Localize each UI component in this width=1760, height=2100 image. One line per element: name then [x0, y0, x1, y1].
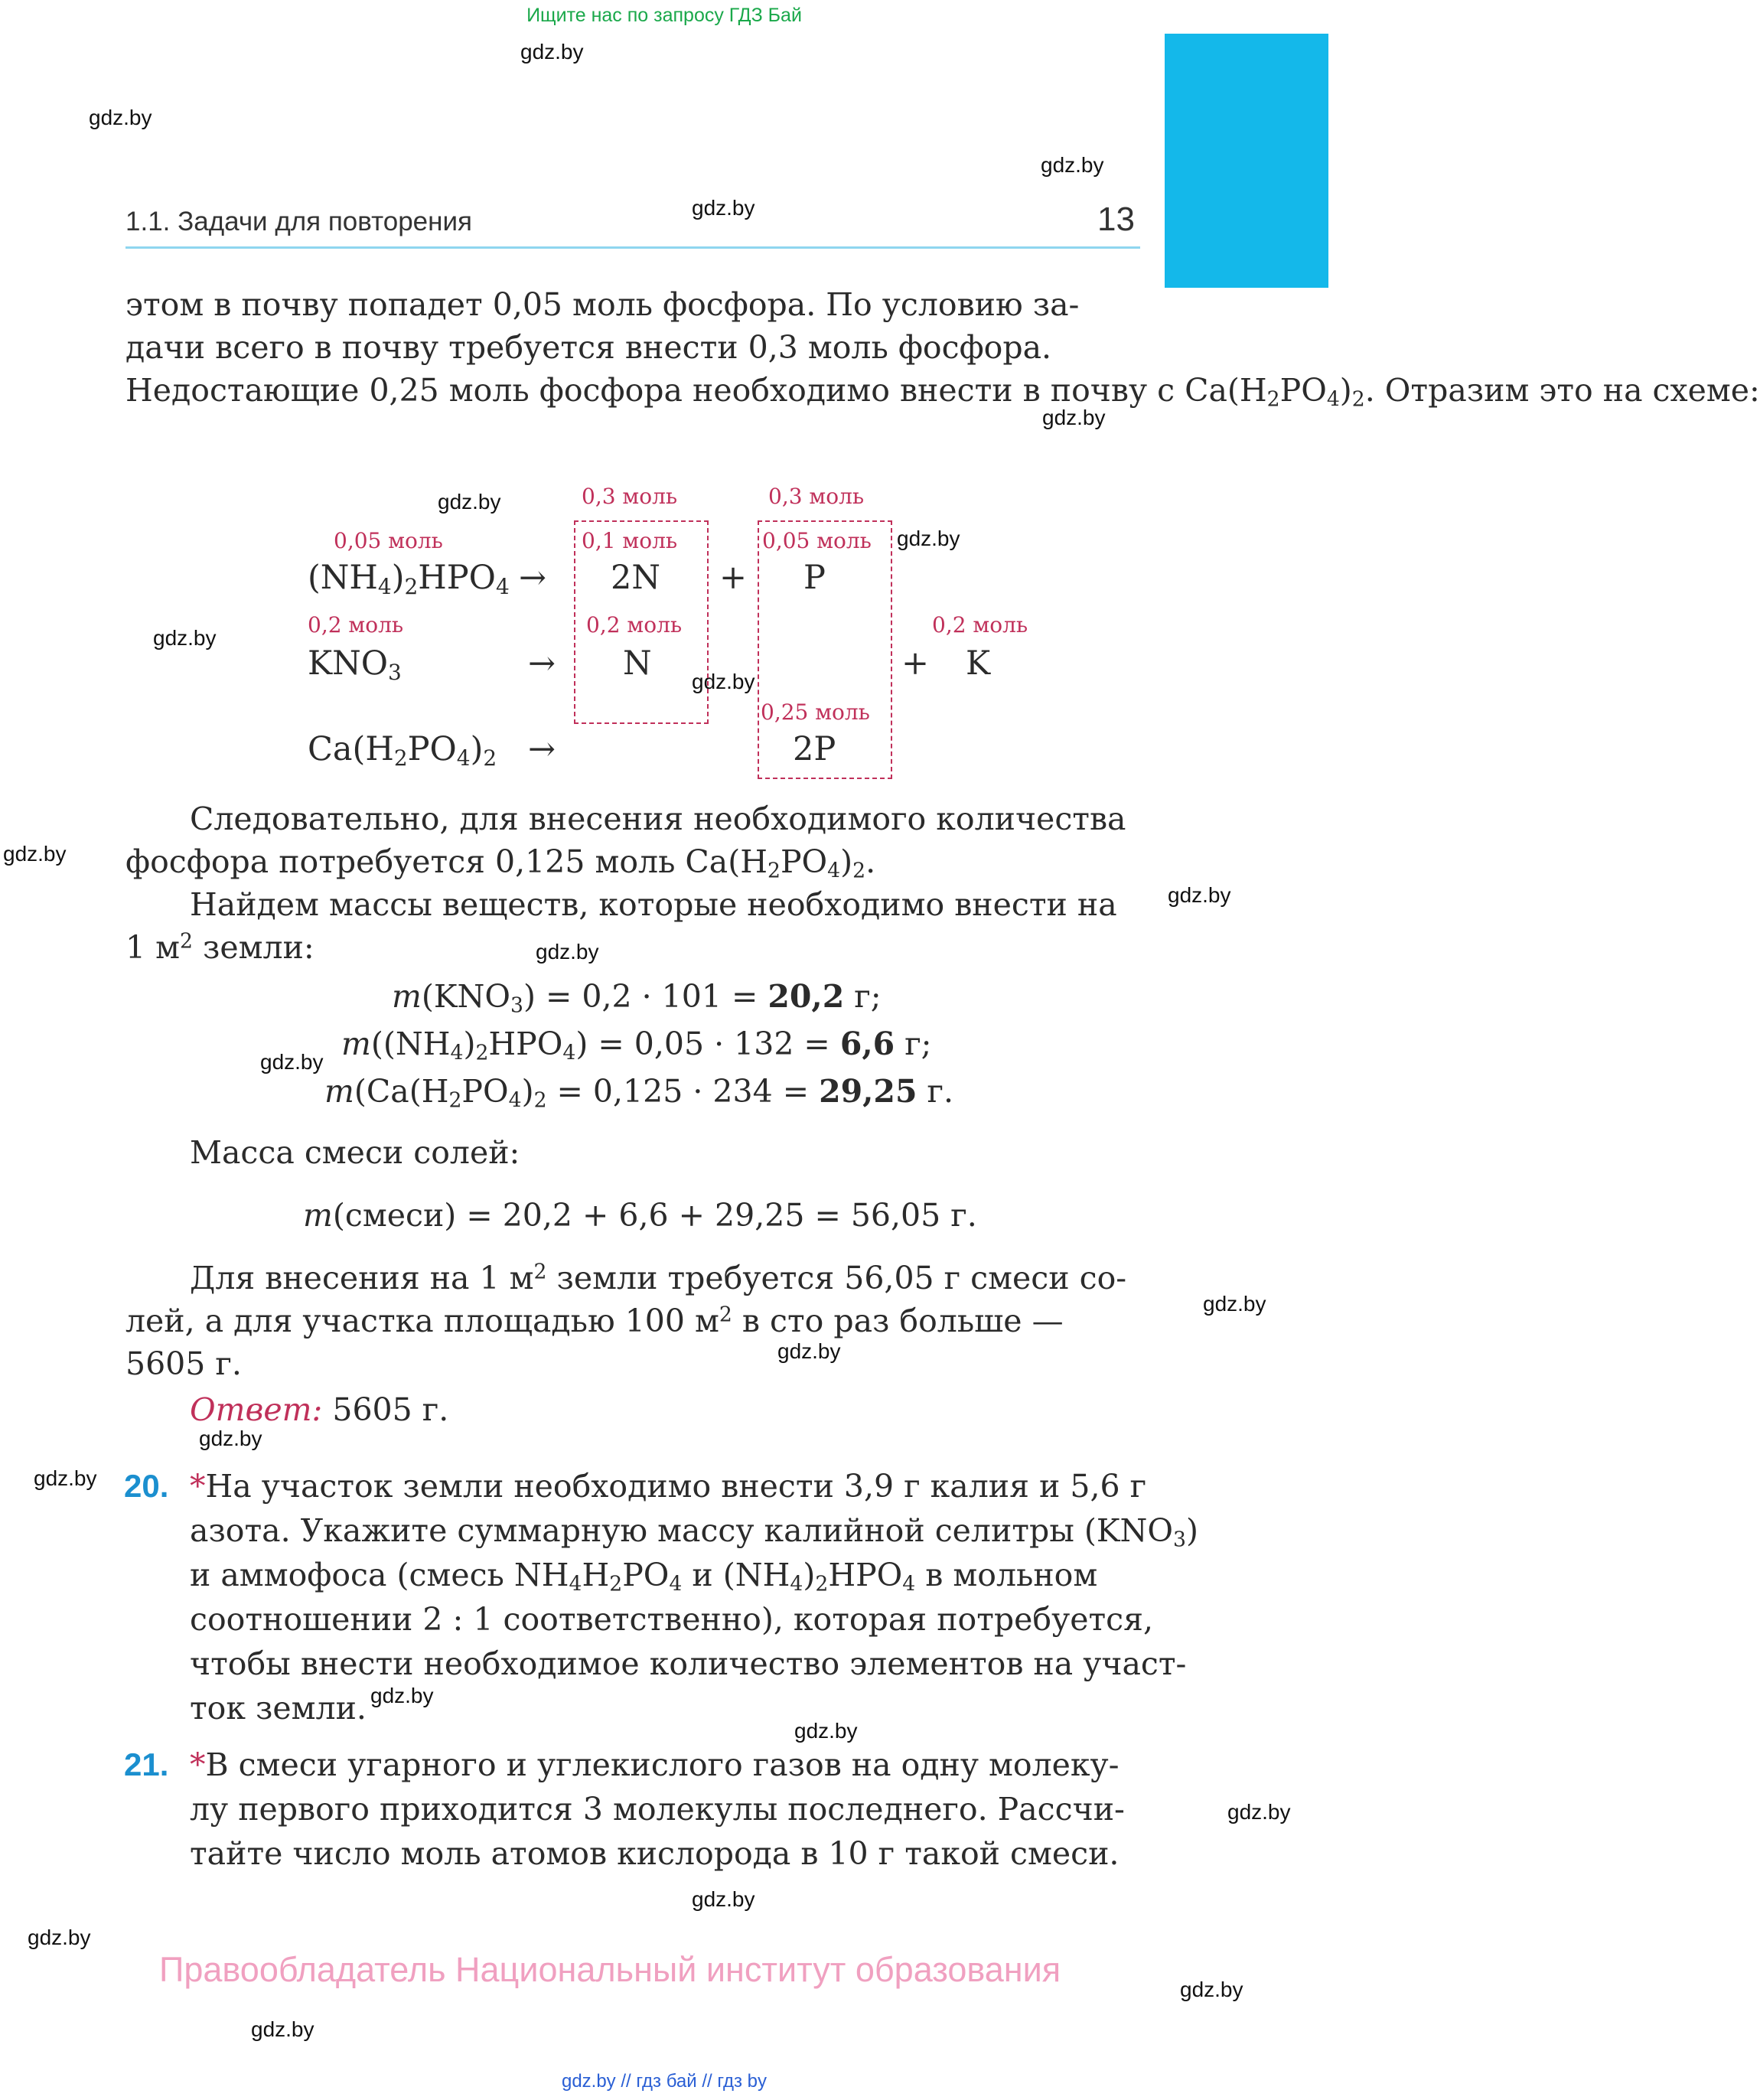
- equation: $m(KNO_3) = 0,2 \cdot 101 = 20,2$ г;: [392, 978, 882, 1018]
- scheme-product: 2N: [611, 559, 660, 597]
- paragraph-line: Недостающие 0,25 моль фосфора необходимо внести в почву с $Ca(H_2PO_4)_2$. Отразим это на схеме:: [125, 372, 1760, 412]
- watermark: gdz.by: [438, 490, 501, 514]
- answer-label: Ответ:: [190, 1391, 323, 1428]
- mol-label: 0,25 моль: [761, 699, 870, 725]
- task-line: *На участок земли необходимо внести 3,9 г калия и 5,6 г: [190, 1468, 1147, 1505]
- watermark: gdz.by: [777, 1339, 841, 1363]
- section-title: 1.1. Задачи для повторения: [125, 207, 472, 236]
- page-corner-tab: [1165, 34, 1328, 288]
- watermark: gdz.by: [370, 1684, 434, 1707]
- paragraph-line: этом в почву попадет 0,05 моль фосфора. По условию за-: [125, 286, 1080, 323]
- answer: [190, 1388, 448, 1432]
- answer-value: 5605 г.: [332, 1391, 449, 1428]
- task-number: 20.: [124, 1468, 169, 1504]
- scheme-reactant: $(NH_4)_2HPO_4$: [308, 559, 510, 599]
- paragraph-line: Масса смеси солей:: [190, 1134, 520, 1171]
- watermark: gdz.by: [1041, 153, 1104, 177]
- watermark: gdz.by: [199, 1427, 262, 1450]
- mol-label: 0,2 моль: [586, 612, 683, 638]
- paragraph-line: Следовательно, для внесения необходимого количества: [190, 801, 1126, 837]
- watermark: gdz.by: [1227, 1800, 1291, 1824]
- scheme-product: 2P: [793, 730, 836, 768]
- mol-label: 0,2 моль: [932, 612, 1028, 638]
- watermark: gdz.by: [520, 40, 584, 64]
- task-line: *В смеси угарного и углекислого газов на одну молеку-: [190, 1746, 1120, 1783]
- watermark: gdz.by: [692, 670, 755, 693]
- task-number: 21.: [124, 1746, 169, 1782]
- watermark: gdz.by: [692, 1887, 755, 1911]
- task-line: азота. Укажите суммарную массу калийной селитры $(KNO_3)$: [190, 1512, 1198, 1552]
- watermark: gdz.by: [251, 2017, 315, 2041]
- watermark: gdz.by: [1042, 406, 1106, 429]
- paragraph-line: 5605 г.: [125, 1345, 242, 1382]
- paragraph-line: Для внесения на 1 $м^2$ земли требуется 56,05 г смеси со-: [190, 1260, 1127, 1296]
- mol-label: 0,2 моль: [308, 612, 404, 638]
- footer-links[interactable]: gdz.by // гдз бай // гдз by: [561, 2071, 768, 2092]
- watermark: gdz.by: [692, 196, 755, 220]
- scheme-plus: +: [901, 644, 930, 683]
- equation: m(смеси) = 20,2 + 6,6 + 29,25 = 56,05 г.: [303, 1197, 977, 1234]
- watermark: gdz.by: [794, 1719, 858, 1743]
- watermark: gdz.by: [3, 842, 67, 866]
- watermark: gdz.by: [260, 1050, 324, 1074]
- paragraph-line: Найдем массы веществ, которые необходимо внести на: [190, 886, 1117, 923]
- paragraph-line: 1 $м^2$ земли:: [125, 929, 315, 966]
- task-line: ток земли.: [190, 1690, 367, 1727]
- paragraph-line: лей, а для участка площадью 100 $м^2$ в сто раз больше —: [125, 1303, 1064, 1339]
- mol-label: 0,05 моль: [762, 528, 872, 553]
- equation: $m((NH_4)_2HPO_4) = 0,05 \cdot 132 = 6,6$ г;: [341, 1026, 932, 1065]
- scheme-arrow: →: [519, 559, 547, 597]
- watermark: gdz.by: [89, 106, 152, 129]
- equation: $m(Ca(H_2PO_4)_2 = 0,125 \cdot 234 = 29,25$ г.: [324, 1073, 954, 1113]
- mol-label: 0,1 моль: [582, 528, 678, 553]
- page-number: 13: [1097, 201, 1135, 238]
- scheme-reactant: $KNO_3$: [308, 644, 402, 685]
- watermark: gdz.by: [1180, 1978, 1243, 2001]
- top-banner[interactable]: Ищите нас по запросу ГДЗ Бай: [526, 5, 802, 26]
- watermark: gdz.by: [897, 527, 960, 550]
- header-rule: [125, 246, 1140, 249]
- watermark: gdz.by: [536, 940, 599, 964]
- watermark: gdz.by: [28, 1926, 91, 1949]
- scheme-reactant: $Ca(H_2PO_4)_2$: [308, 730, 497, 771]
- task-line: и аммофоса (смесь $NH_4H_2PO_4$ и $(NH_4)_2HPO_4$ в мольном: [190, 1557, 1098, 1596]
- mol-label: 0,05 моль: [334, 528, 443, 553]
- watermark: gdz.by: [34, 1466, 97, 1490]
- mol-label: 0,3 моль: [582, 484, 678, 509]
- scheme-arrow: →: [528, 730, 556, 768]
- task-line: соотношении 2 : 1 соответственно), которая потребуется,: [190, 1601, 1154, 1638]
- mol-label: 0,3 моль: [768, 484, 865, 509]
- copyright-notice: Правообладатель Национальный институт образования: [159, 1950, 1061, 1989]
- watermark: gdz.by: [1168, 883, 1231, 907]
- scheme-product: K: [966, 644, 991, 683]
- paragraph-line: фосфора потребуется 0,125 моль $Ca(H_2PO_4)_2$.: [125, 843, 876, 883]
- scheme-arrow: →: [528, 644, 556, 683]
- watermark: gdz.by: [153, 626, 217, 650]
- paragraph-line: дачи всего в почву требуется внести 0,3 моль фосфора.: [125, 329, 1052, 366]
- task-line: тайте число моль атомов кислорода в 10 г такой смеси.: [190, 1835, 1120, 1872]
- task-line: лу первого приходится 3 молекулы последнего. Рассчи-: [190, 1791, 1125, 1828]
- task-line: чтобы внести необходимое количество элементов на участ-: [190, 1645, 1187, 1682]
- scheme-product: P: [803, 559, 826, 597]
- scheme-product: N: [623, 644, 652, 683]
- scheme-plus: +: [719, 559, 748, 597]
- watermark: gdz.by: [1203, 1292, 1266, 1316]
